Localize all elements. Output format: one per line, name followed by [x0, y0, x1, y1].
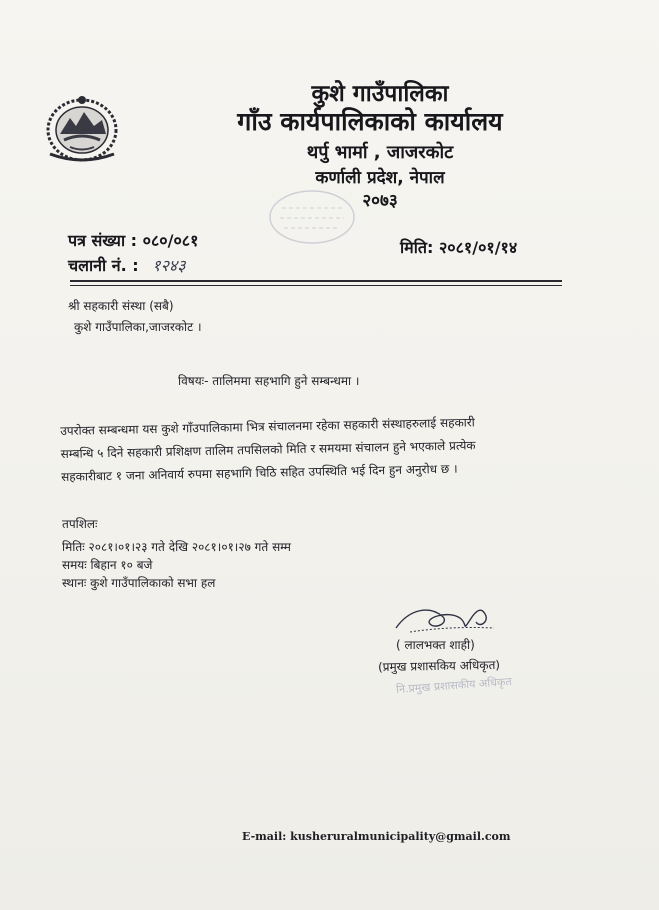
body-line: उपरोक्त सम्बन्धमा यस कुशे गाँउपालिकामा भित्र संचालनमा रहेका सहकारी संस्थाहरुलाई सहकारी: [60, 415, 475, 438]
date-value: २०८१/०१/१४: [438, 238, 518, 257]
letter-number-value: ०८०/०८१: [142, 231, 199, 250]
office-name: गाँउ कार्यपालिकाको कार्यालय: [237, 107, 503, 136]
body-line: सम्बन्धि ५ दिने सहकारी प्रशिक्षण तालिम तपसिलको मिति र समयमा संचालन हुने भएकाले प्रत्येक: [60, 438, 476, 461]
letter-subject: विषयः- तालिममा सहभागि हुने सम्बन्धमा ।: [178, 374, 360, 388]
letter-number-label: पत्र संख्या :: [68, 231, 138, 250]
details-place: स्थानः कुशे गाउँपालिकाको सभा हल: [62, 576, 216, 590]
office-address: थर्पु भार्मा , जाजरकोट: [306, 142, 454, 163]
establishment-year: २०७३: [362, 191, 398, 211]
details-heading: तपशिलः: [62, 517, 98, 531]
nepal-emblem-icon: [42, 92, 122, 162]
details-time: समयः बिहान १० बजे: [62, 558, 153, 572]
letter-date: [400, 236, 517, 258]
recipient-line-1: श्री सहकारी संस्था (सबै): [68, 299, 174, 313]
header-divider: [70, 280, 562, 282]
signatory-name: ( लालभक्त शाही): [396, 638, 475, 652]
recipient-line-2: कुशे गाउँपालिका,जाजरकोट ।: [74, 320, 202, 334]
province-name: कर्णाली प्रदेश, नेपाल: [315, 168, 445, 188]
signature-stamp: नि.प्रमुख प्रशासकीय अधिकृत: [395, 674, 513, 697]
municipality-name: कुशे गाउँपालिका: [311, 81, 449, 107]
details-date: मितिः २०८१।०१।२३ गते देखि २०८१।०१।२७ गते सम्म: [62, 540, 291, 554]
header-divider-thin: [70, 285, 562, 286]
faint-stamp-icon: [262, 186, 362, 248]
letter-body: [60, 409, 579, 489]
body-line: सहकारीबाट १ जना अनिवार्य रुपमा सहभागि चिठि सहित उपस्थिति भई दिन हुन अनुरोध छ ।: [61, 461, 458, 484]
signatory-title: (प्रमुख प्रशासकिय अधिकृत): [377, 657, 501, 675]
date-label: मिति:: [400, 238, 434, 257]
signature-scribble: [390, 598, 500, 638]
dispatch-number-value: १२४३: [152, 256, 186, 275]
letter-number: [68, 229, 198, 251]
dispatch-number: [68, 254, 186, 276]
footer-email: E-mail: kusheruralmunicipality@gmail.com: [242, 830, 511, 843]
dispatch-number-label: चलानी नं. :: [68, 256, 139, 275]
